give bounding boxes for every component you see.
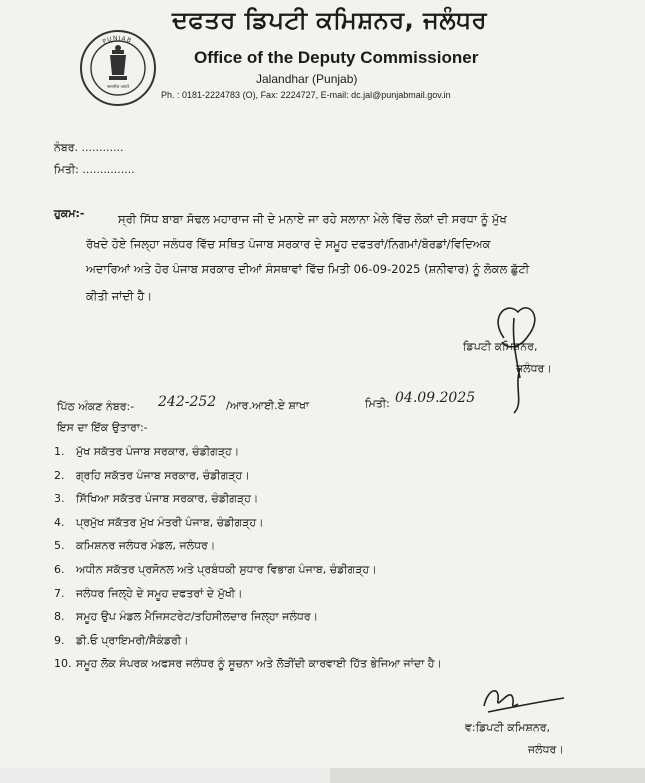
svg-text:PUNJAB [102, 35, 133, 46]
order-line-1: ਸ੍ਰੀ ਸਿੱਧ ਬਾਬਾ ਸੋਢਲ ਮਹਾਰਾਜ ਜੀ ਦੇ ਮਨਾਏ ਜਾ ਰਹੇ ਸਲਾਨਾ ਮੇਲੇ ਵਿੱਚ ਲੋਕਾਂ ਦੀ ਸਰਧਾ ਨੂੰ ਮੁੱਖ [118, 212, 507, 226]
bottom-edge [0, 768, 645, 783]
number-field: ਨੰਬਰ. ............ [54, 141, 124, 154]
signature-scribble-2-icon [478, 682, 568, 716]
seal-ring-text: PUNJAB [101, 34, 133, 46]
list-item: 6. ਅਧੀਨ ਸਕੱਤਰ ਪ੍ਰਸੋਨਲ ਅਤੇ ਪ੍ਰਬੰਧਕੀ ਸੁਧਾਰ ਵਿਭਾਗ ਪੰਜਾਬ, ਚੰਡੀਗੜ੍ਹ। [54, 562, 377, 576]
list-item: 9. ਡੀ.ਓ ਪ੍ਰਾਇਮਰੀ/ਸੈਕੰਡਰੀ। [54, 633, 189, 647]
endorsement-date-handwritten: 04.09.2025 [395, 390, 476, 406]
endorsement-number-suffix: /ਆਰ.ਆਈ.ਏ ਸ਼ਾਖਾ [226, 399, 310, 412]
date-field: ਮਿਤੀ: ............... [54, 163, 135, 176]
order-heading: ਹੁਕਮ:- [54, 207, 85, 220]
government-seal-icon [78, 28, 158, 108]
order-line-2: ਰੱਖਦੇ ਹੋਏ ਜਿਲ੍ਹਾ ਜਲੰਧਰ ਵਿੱਚ ਸਥਿਤ ਪੰਜਾਬ ਸਰਕਾਰ ਦੇ ਸਮੂਹ ਦਫਤਰਾਂ/ਨਿਗਮਾਂ/ਬੋਰਡਾਂ/ਵਿਦਿਅਕ [86, 237, 491, 251]
signature-scribble-1-icon [484, 298, 544, 416]
endorsement-number-handwritten: 242-252 [158, 394, 217, 410]
list-item: 2. ਗ੍ਰਹਿ ਸਕੱਤਰ ਪੰਜਾਬ ਸਰਕਾਰ, ਚੰਡੀਗੜ੍ਹ। [54, 468, 250, 482]
endorsement-date-label: ਮਿਤੀ: [365, 397, 390, 410]
list-item: 3. ਸਿੱਖਿਆ ਸਕੱਤਰ ਪੰਜਾਬ ਸਰਕਾਰ, ਚੰਡੀਗੜ੍ਹ। [54, 492, 259, 506]
title-english: Office of the Deputy Commissioner [194, 48, 479, 67]
seal-emblem-text: सत्यमेव जयते [106, 85, 130, 90]
contact-line: Ph. : 0181-2224783 (O), Fax: 2224727, E-mail: dc.jal@punjabmail.gov.in [161, 90, 451, 100]
list-item: 10. ਸਮੂਹ ਲੋਕ ਸੰਪਰਕ ਅਫਸਰ ਜਲੰਧਰ ਨੂੰ ਸੂਚਨਾ ਅਤੇ ਲੋੜੀਂਦੀ ਕਾਰਵਾਈ ਹਿੱਤ ਭੇਜਿਆ ਜਾਂਦਾ ਹੈ। [54, 657, 442, 671]
order-line-3: ਅਦਾਰਿਆਂ ਅਤੇ ਹੋਰ ਪੰਜਾਬ ਸਰਕਾਰ ਦੀਆਂ ਸੰਸਥਾਵਾਂ ਵਿੱਚ ਮਿਤੀ 06-09-2025 (ਸ਼ਨੀਵਾਰ) ਨੂੰ ਲੋਕਲ ਛੁੱਟੀ [86, 262, 530, 276]
signature1-place: ਜਲੰਧਰ। [516, 362, 552, 375]
office-location: Jalandhar (Punjab) [256, 72, 358, 86]
title-punjabi: ਦਫਤਰ ਡਿਪਟੀ ਕਮਿਸ਼ਨਰ, ਜਲੰਧਰ [172, 6, 488, 34]
order-line-4: ਕੀਤੀ ਜਾਂਦੀ ਹੈ। [86, 289, 153, 303]
endorsement-number-label: ਪਿੱਠ ਅੰਕਣ ਨੰਬਰ:- [57, 400, 135, 413]
list-item: 5. ਕਮਿਸ਼ਨਰ ਜਲੰਧਰ ਮੰਡਲ, ਜਲੰਧਰ। [54, 539, 216, 553]
signature1-designation: ਡਿਪਟੀ ਕਮਿਸ਼ਨਰ, [463, 340, 538, 353]
list-item: 8. ਸਮੂਹ ਉਪ ਮੰਡਲ ਮੈਜਿਸਟਰੇਟ/ਤਹਿਸੀਲਦਾਰ ਜਿਲ੍ਹਾ ਜਲੰਧਰ। [54, 610, 319, 624]
signature2-designation: ਵ:ਡਿਪਟੀ ਕਮਿਸ਼ਨਰ, [465, 721, 551, 734]
signature2-place: ਜਲੰਧਰ। [528, 743, 564, 756]
list-item: 1. ਮੁੱਖ ਸਕੱਤਰ ਪੰਜਾਬ ਸਰਕਾਰ, ਚੰਡੀਗੜ੍ਹ। [54, 445, 240, 458]
recipient-list [54, 440, 442, 676]
list-item: 4. ਪ੍ਰਮੁੱਖ ਸਕੱਤਰ ਮੁੱਖ ਮੰਤਰੀ ਪੰਜਾਬ, ਚੰਡੀਗੜ੍ਹ। [54, 515, 264, 529]
list-item: 7. ਜਲੰਧਰ ਜਿਲ੍ਹੇ ਦੇ ਸਮੂਹ ਦਫਤਰਾਂ ਦੇ ਮੁੱਖੀ। [54, 586, 243, 600]
copy-to-label: ਇਸ ਦਾ ਇੱਕ ਉਤਾਰਾ:- [57, 421, 148, 434]
